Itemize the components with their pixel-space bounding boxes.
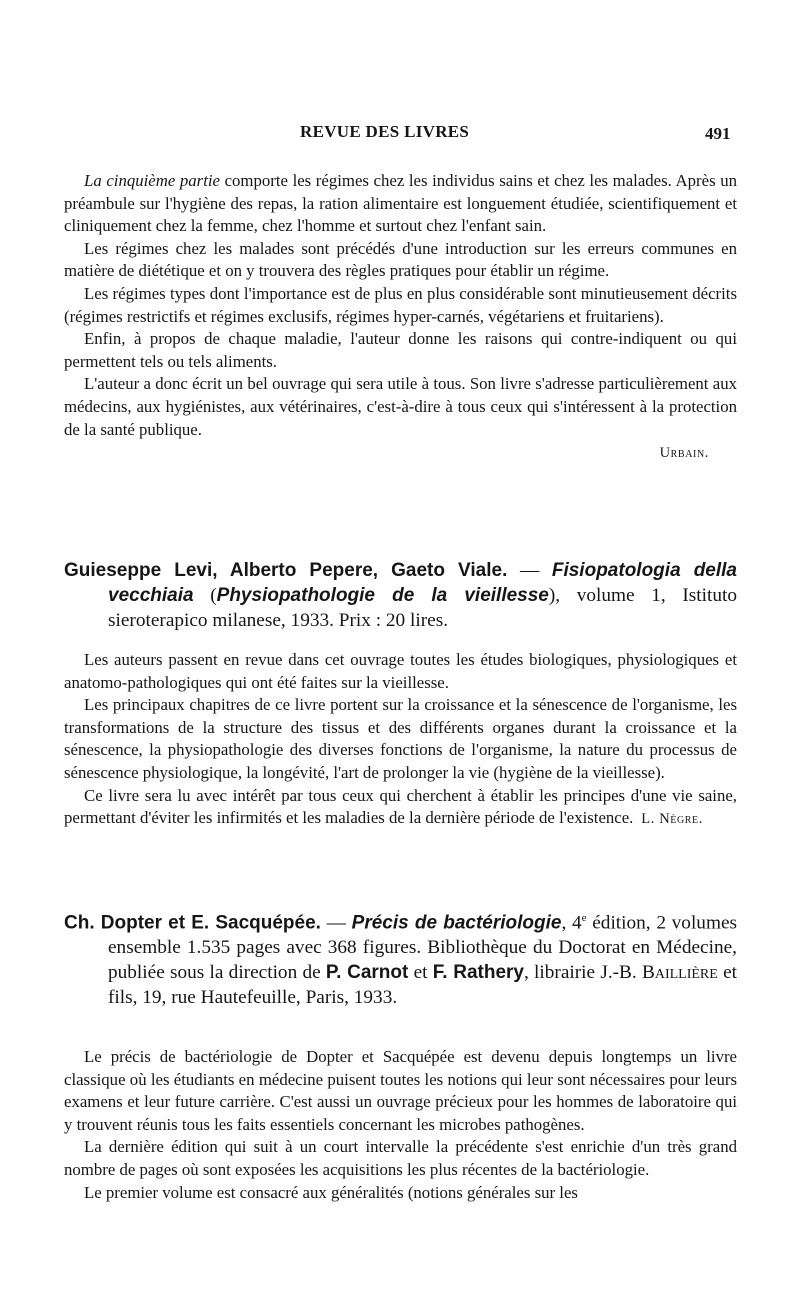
review-2-details: , volume 1, Istituto sieroterapico milanese, 1933. Prix : 20 lires. bbox=[108, 585, 737, 631]
review-3-publisher: Baillière bbox=[641, 962, 718, 984]
review-3-editor-2: F. Rathery bbox=[432, 962, 524, 984]
review-2-title-italian: Fisiopatologia della vecchiaia bbox=[108, 560, 737, 606]
review-3-title: Précis de bactériologie bbox=[351, 912, 562, 934]
review-3-paragraph-1: Le précis de bactériologie de Dopter et Sacquépée est devenu depuis longtemps un livre classique où les étudiants en médecine puisent toutes les notions qui leur sont nécessaires pour leurs examens et leur future carrière. C'est aussi un ouvrage précieux pour les hommes de laboratoire qui y trouvent réunis tous les faits essentiels concernant les microbes pathogènes. bbox=[64, 1047, 737, 1134]
review-1 bbox=[64, 170, 737, 465]
review-3 bbox=[64, 1046, 737, 1204]
review-1-paragraph-5: L'auteur a donc écrit un bel ouvrage qui sera utile à tous. Son livre s'adresse particulièrement aux médecins, aux hygiénistes, aux vétérinaires, c'est-à-dire à tous ceux qui s'intéressent à la protection de la santé publique. bbox=[64, 374, 737, 439]
review-1-paragraph-1: La cinquième partie comporte les régimes chez les individus sains et chez les malades. Après un préambule sur l'hygiène des repas, la ration alimentaire est longuement étudiée, scientifiquement et cliniquement chez la femme, chez l'homme et surtout chez l'enfant sain. bbox=[64, 171, 737, 236]
review-2-title-french: Physiopathologie de la vieillesse bbox=[216, 585, 549, 606]
review-1-paragraph-2: Les régimes chez les malades sont précédés d'une introduction sur les erreurs communes en matière de diététique et on y trouvera des règles pratiques pour établir un régime. bbox=[64, 238, 737, 281]
review-2-paragraph-1: Les auteurs passent en revue dans cet ouvrage toutes les études biologiques, physiologiques et anatomo-pathologiques qui ont été faites sur la vieillesse. bbox=[64, 650, 737, 692]
review-3-paragraph-3: Le premier volume est consacré aux généralités (notions générales sur les bbox=[84, 1182, 578, 1202]
review-2-citation: Guieseppe Levi, Alberto Pepere, Gaeto Viale. — Fisiopatologia della vecchiaia (Physiopathologie de la vieillesse), volume 1, Istituto sieroterapico milanese, 1933. Prix : 20 lires. bbox=[64, 560, 737, 631]
review-1-paragraph-3: Les régimes types dont l'importance est de plus en plus considérable sont minutieusement décrits (régimes restrictifs et régimes exclusifs, régimes hyper-carnés, végétariens et fruitariens). bbox=[64, 283, 737, 326]
review-3-paragraph-2: La dernière édition qui suit à un court intervalle la précédente s'est enrichie d'un très grand nombre de pages où sont exposées les acquisitions les plus récentes de la bactériologie. bbox=[64, 1137, 737, 1179]
review-3-editor-1: P. Carnot bbox=[325, 962, 409, 984]
review-1-paragraph-4: Enfin, à propos de chaque maladie, l'auteur donne les raisons qui contre-indiquent ou qui permettent tels ou tels aliments. bbox=[64, 329, 737, 371]
running-head: REVUE DES LIVRES bbox=[300, 122, 470, 141]
review-2 bbox=[64, 649, 737, 831]
review-2-paragraph-3: Ce livre sera lu avec intérêt par tous ceux qui cherchent à établir les principes d'une vie saine, permettant d'éviter les infirmités et les maladies de la dernière période de l'existence. bbox=[64, 785, 737, 828]
review-2-signature: L. Nègre. bbox=[641, 810, 703, 827]
page-number: 491 bbox=[705, 124, 731, 143]
review-1-signature: Urbain. bbox=[659, 445, 709, 462]
review-1-italic-lead: La cinquième partie bbox=[84, 171, 220, 190]
review-2-paragraph-2: Les principaux chapitres de ce livre portent sur la croissance et la sénescence de l'organisme, les transformations de la structure des tissus et des différents organes durant la croissance et la sénescence, la physiopathologie des diverses fonctions de l'organisme, la nature du processus de sénescence physiologique, la longévité, l'art de prolonger la vie (hygiène de la vieillesse). bbox=[64, 695, 737, 782]
review-3-citation: Ch. Dopter et E. Sacquépée. — Précis de bactériologie, 4e édition, 2 volumes ensemble 1.535 pages avec 368 figures. Bibliothèque du Doctorat en Médecine, publiée sous la direction de P. Carnot et F. Rathery, librairie J.-B. Baillière et fils, 19, rue Hautefeuille, Paris, 1933. bbox=[64, 912, 738, 1009]
review-2-reference bbox=[64, 558, 737, 633]
review-3-authors: Ch. Dopter et E. Sacquépée. bbox=[64, 912, 321, 934]
review-2-authors: Guieseppe Levi, Alberto Pepere, Gaeto Viale. bbox=[64, 560, 508, 581]
page-header bbox=[0, 122, 800, 152]
review-3-reference bbox=[64, 906, 737, 1010]
